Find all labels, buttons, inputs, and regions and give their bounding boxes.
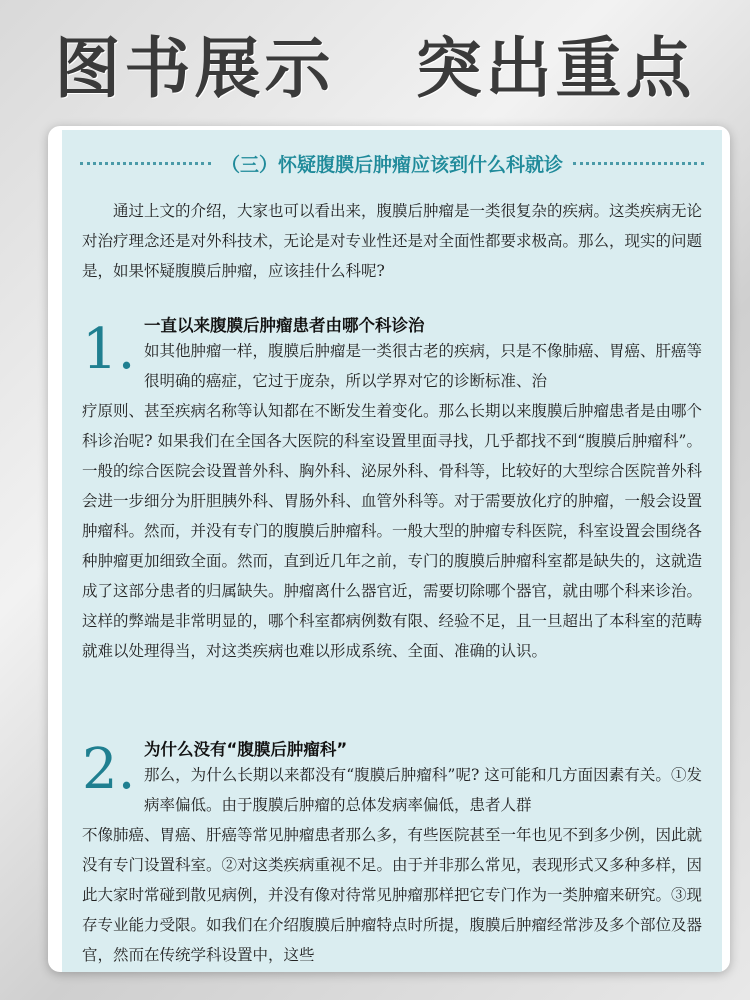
banner-title: 图书展示 突出重点 (54, 30, 696, 107)
item-number-1: 1. (82, 317, 136, 382)
item-body-2-first: 那么，为什么长期以来都没有“腹膜后肿瘤科”呢? 这可能和几方面因素有关。①发病率偏低。由于腹膜后肿瘤的总体发病率偏低，患者人群 (144, 766, 702, 814)
item-body-1-first: 如其他肿瘤一样，腹膜后肿瘤是一类很古老的疾病，只是不像肺癌、胃癌、肝癌等很明确的癌症，它过于庞杂，所以学界对它的诊断标准、治 (144, 342, 703, 390)
dotted-divider-left (80, 162, 211, 165)
item-body-2 (82, 760, 702, 970)
section-title: （三）怀疑腹膜后肿瘤应该到什么科就诊 (221, 153, 564, 176)
item-number-2: 2. (82, 737, 136, 802)
item-body-2-rest: 不像肺癌、胃癌、肝癌等常见肿瘤患者那么多，有些医院甚至一年也见不到多少例，因此就没有专门设置科室。②对这类疾病重视不足。由于并非那么常见，表现形式又多种多样，因此大家时常碰到散见病例，并没有像对待常见肿瘤那样把它专门作为一类肿瘤来研究。③现存专业能力受限。如我们在介绍腹膜后肿瘤特点时所提，腹膜后肿瘤经常涉及多个部位及器官，然而在传统学科设置中，这些 (82, 826, 703, 964)
section-header (62, 146, 722, 180)
banner (0, 0, 750, 125)
item-heading-1: 一直以来腹膜后肿瘤患者由哪个科诊治 (144, 316, 425, 335)
dotted-divider-right (573, 162, 704, 165)
book-page (62, 130, 722, 972)
intro-paragraph: 通过上文的介绍，大家也可以看出来，腹膜后肿瘤是一类很复杂的疾病。这类疾病无论对治疗理念还是对外科技术，无论是对专业性还是对全面性都要求极高。那么，现实的问题是，如果怀疑腹膜后肿瘤，应该挂什么科呢? (82, 202, 703, 280)
item-heading-2: 为什么没有“腹膜后肿瘤科” (144, 740, 348, 759)
book-page-card (48, 126, 730, 972)
item-body-1 (82, 336, 702, 666)
item-body-1-rest: 疗原则、甚至疾病名称等认知都在不断发生着变化。那么长期以来腹膜后肿瘤患者是由哪个科诊治呢? 如果我们在全国各大医院的科室设置里面寻找，几乎都找不到“腹膜后肿瘤科”。一般的综合医院会设置普外科、胸外科、泌尿外科、骨科等，比较好的大型综合医院普外科会进一步细分为肝胆胰外科、胃肠外科、血管外科等。对于需要放化疗的肿瘤，一般会设置肿瘤科。然而，并没有专门的腹膜后肿瘤科。一般大型的肿瘤专科医院，科室设置会围绕各种肿瘤更加细致全面。然而，直到近几年之前，专门的腹膜后肿瘤科室都是缺失的，这就造成了这部分患者的归属缺失。肿瘤离什么器官近，需要切除哪个器官，就由哪个科来诊治。这样的弊端是非常明显的，哪个科室都病例数有限、经验不足，且一旦超出了本科室的范畴就难以处理得当，对这类疾病也难以形成系统、全面、准确的认识。 (82, 402, 703, 660)
